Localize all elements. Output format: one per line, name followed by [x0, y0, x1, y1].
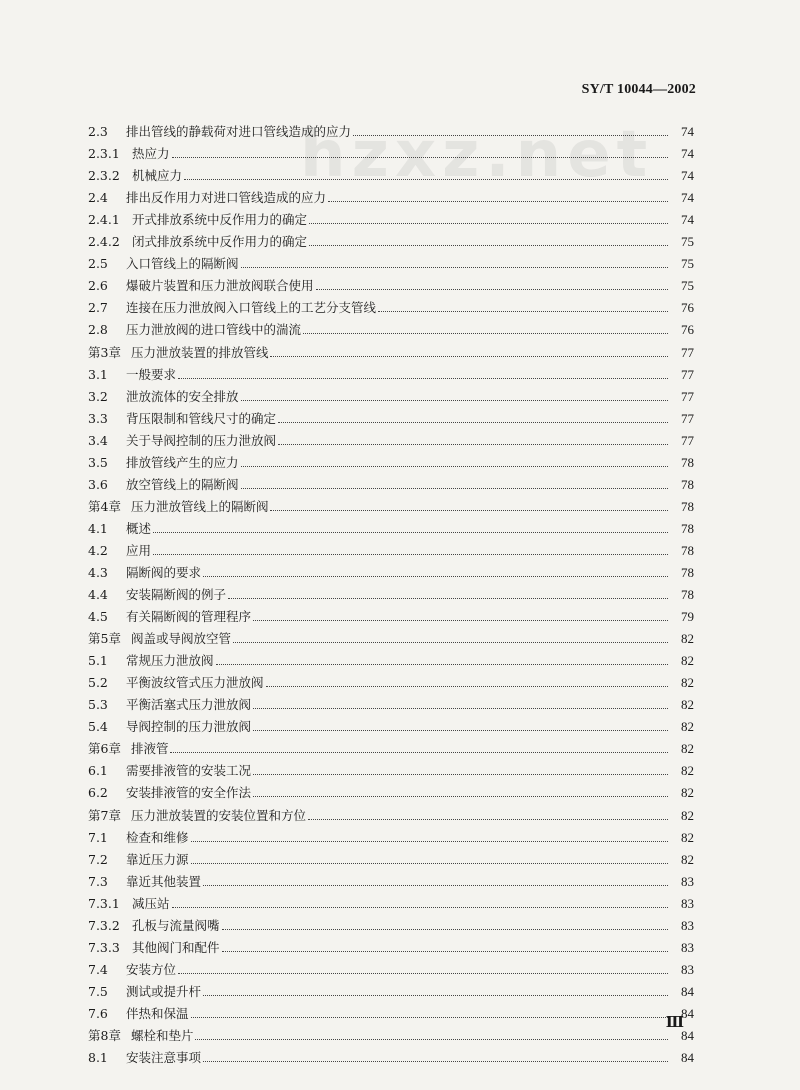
- toc-entry-title: 安装注意事项: [126, 1050, 202, 1066]
- toc-entry-row: [88, 1044, 694, 1066]
- toc-entry-page: 82: [681, 653, 694, 669]
- toc-entry-number: 3.4: [88, 432, 108, 448]
- toc-leader-dots: [309, 223, 668, 224]
- toc-leader-dots: [216, 664, 668, 665]
- toc-entry-row: [88, 978, 694, 1000]
- toc-leader-dots: [316, 289, 668, 290]
- toc-entry-number: 第5章: [88, 631, 121, 647]
- toc-entry-number: 7.3.2: [88, 917, 120, 933]
- toc-entry-title: 孔板与流量阀嘴: [132, 917, 220, 933]
- toc-entry-title: 压力泄放装置的排放管线: [130, 344, 269, 360]
- toc-entry-row: [88, 912, 694, 934]
- toc-entry-title: 需要排液管的安装工况: [126, 763, 252, 779]
- toc-leader-dots: [308, 819, 668, 820]
- toc-entry-title: 阀盖或导阀放空管: [130, 631, 231, 647]
- toc-entry-row: [88, 184, 694, 206]
- toc-entry-title: 螺栓和垫片: [130, 1027, 194, 1043]
- toc-entry-row: [88, 890, 694, 912]
- toc-entry-row: [88, 647, 694, 669]
- toc-entry-number: 3.2: [88, 388, 108, 404]
- toc-chapter-row: [88, 735, 694, 757]
- toc-entry-title: 安装隔断阀的例子: [126, 587, 227, 603]
- toc-entry-page: 74: [681, 212, 694, 228]
- toc-entry-page: 78: [681, 564, 694, 580]
- toc-entry-page: 77: [681, 366, 694, 382]
- toc-entry-row: [88, 206, 694, 228]
- toc-entry-number: 4.2: [88, 542, 108, 558]
- toc-entry-page: 79: [681, 609, 694, 625]
- toc-entry-title: 伴热和保温: [126, 1005, 189, 1021]
- toc-entry-number: 2.6: [88, 278, 108, 294]
- toc-leader-dots: [253, 708, 668, 709]
- page-number: Ⅲ: [665, 1015, 684, 1031]
- toc-entry-row: [88, 779, 694, 801]
- toc-entry-page: 78: [681, 476, 694, 492]
- toc-entry-number: 2.4: [88, 190, 108, 206]
- toc-entry-row: [88, 1000, 694, 1022]
- toc-entry-title: 减压站: [132, 895, 170, 911]
- toc-entry-row: [88, 272, 694, 294]
- toc-leader-dots: [303, 333, 668, 334]
- toc-entry-page: 75: [681, 256, 694, 272]
- toc-leader-dots: [270, 356, 668, 357]
- toc-leader-dots: [309, 245, 668, 246]
- toc-entry-number: 3.5: [88, 454, 108, 470]
- toc-entry-title: 排出反作用力对进口管线造成的应力: [126, 190, 327, 206]
- toc-leader-dots: [172, 157, 668, 158]
- toc-leader-dots: [270, 510, 668, 511]
- toc-leader-dots: [241, 488, 668, 489]
- toc-entry-number: 第7章: [88, 807, 121, 823]
- toc-leader-dots: [153, 532, 668, 533]
- toc-entry-number: 3.3: [88, 410, 108, 426]
- toc-entry-row: [88, 757, 694, 779]
- toc-chapter-row: [88, 625, 694, 647]
- toc-entry-page: 82: [681, 829, 694, 845]
- toc-entry-title: 排出管线的静载荷对进口管线造成的应力: [126, 124, 352, 140]
- toc-entry-number: 8.1: [88, 1050, 108, 1066]
- watermark-text: hzxz.net: [300, 118, 654, 192]
- toc-chapter-row: [88, 338, 694, 360]
- toc-entry-page: 77: [681, 344, 694, 360]
- toc-entry-number: 7.3.1: [88, 895, 120, 911]
- toc-leader-dots: [153, 554, 668, 555]
- toc-entry-number: 4.3: [88, 564, 108, 580]
- toc-entry-number: 第4章: [88, 498, 121, 514]
- toc-entry-row: [88, 515, 694, 537]
- toc-entry-page: 84: [681, 1005, 694, 1021]
- toc-entry-page: 77: [681, 388, 694, 404]
- toc-entry-page: 83: [681, 939, 694, 955]
- toc-leader-dots: [328, 201, 668, 202]
- toc-chapter-row: [88, 801, 694, 823]
- toc-entry-title: 开式排放系统中反作用力的确定: [132, 212, 308, 228]
- toc-leader-dots: [195, 1039, 668, 1040]
- toc-leader-dots: [191, 841, 668, 842]
- toc-leader-dots: [203, 995, 668, 996]
- toc-entry-title: 靠近压力源: [126, 851, 189, 867]
- toc-entry-title: 排液管: [130, 741, 169, 757]
- toc-entry-page: 83: [681, 873, 694, 889]
- toc-entry-title: 靠近其他装置: [126, 873, 202, 889]
- toc-entry-title: 放空管线上的隔断阀: [126, 476, 239, 492]
- toc-leader-dots: [253, 620, 668, 621]
- toc-entry-page: 83: [681, 961, 694, 977]
- toc-entry-row: [88, 316, 694, 338]
- toc-entry-number: 5.2: [88, 675, 108, 691]
- toc-entry-page: 82: [681, 851, 694, 867]
- toc-entry-page: 82: [681, 697, 694, 713]
- toc-entry-page: 82: [681, 807, 694, 823]
- toc-leader-dots: [228, 598, 668, 599]
- toc-entry-page: 77: [681, 432, 694, 448]
- toc-leader-dots: [266, 686, 668, 687]
- toc-entry-number: 5.4: [88, 719, 108, 735]
- toc-entry-page: 78: [681, 498, 694, 514]
- toc-entry-page: 74: [681, 168, 694, 184]
- toc-entry-page: 84: [681, 983, 694, 999]
- toc-entry-page: 75: [681, 278, 694, 294]
- toc-entry-title: 泄放流体的安全排放: [126, 388, 239, 404]
- toc-entry-number: 2.4.1: [88, 212, 120, 228]
- toc-entry-number: 第8章: [88, 1027, 121, 1043]
- toc-entry-number: 4.5: [88, 609, 108, 625]
- toc-entry-page: 82: [681, 719, 694, 735]
- toc-entry-row: [88, 294, 694, 316]
- toc-entry-row: [88, 713, 694, 735]
- toc-entry-number: 7.4: [88, 961, 108, 977]
- toc-entry-number: 第3章: [88, 344, 121, 360]
- toc-leader-dots: [241, 466, 668, 467]
- toc-entry-number: 7.2: [88, 851, 108, 867]
- toc-entry-title: 平衡活塞式压力泄放阀: [126, 697, 252, 713]
- toc-entry-row: [88, 471, 694, 493]
- toc-entry-page: 78: [681, 454, 694, 470]
- toc-entry-number: 4.1: [88, 520, 108, 536]
- toc-entry-number: 2.3.2: [88, 168, 120, 184]
- toc-leader-dots: [241, 400, 668, 401]
- toc-entry-title: 平衡波纹管式压力泄放阀: [126, 675, 264, 691]
- toc-leader-dots: [191, 1017, 668, 1018]
- toc-entry-row: [88, 669, 694, 691]
- toc-entry-title: 闭式排放系统中反作用力的确定: [132, 234, 308, 250]
- toc-entry-title: 连接在压力泄放阀入口管线上的工艺分支管线: [126, 300, 377, 316]
- toc-entry-page: 83: [681, 917, 694, 933]
- toc-entry-title: 测试或提升杆: [126, 983, 202, 999]
- toc-entry-number: 4.4: [88, 587, 108, 603]
- toc-entry-row: [88, 140, 694, 162]
- toc-entry-number: 2.8: [88, 322, 108, 338]
- toc-entry-page: 76: [681, 300, 694, 316]
- toc-leader-dots: [253, 796, 668, 797]
- toc-leader-dots: [253, 730, 668, 731]
- toc-entry-page: 82: [681, 675, 694, 691]
- toc-entry-page: 76: [681, 322, 694, 338]
- toc-entry-row: [88, 449, 694, 471]
- toc-entry-row: [88, 427, 694, 449]
- toc-entry-page: 82: [681, 741, 694, 757]
- toc-entry-row: [88, 405, 694, 427]
- toc-chapter-row: [88, 1022, 694, 1044]
- toc-entry-title: 背压限制和管线尺寸的确定: [126, 410, 277, 426]
- toc-entry-row: [88, 934, 694, 956]
- toc-entry-row: [88, 846, 694, 868]
- toc-entry-title: 隔断阀的要求: [126, 564, 202, 580]
- toc-entry-page: 84: [681, 1027, 694, 1043]
- toc-entry-number: 2.7: [88, 300, 108, 316]
- toc-entry-number: 7.5: [88, 983, 108, 999]
- toc-entry-page: 75: [681, 234, 694, 250]
- toc-entry-number: 2.3: [88, 124, 108, 140]
- toc-leader-dots: [278, 422, 668, 423]
- toc-entry-number: 3.6: [88, 476, 108, 492]
- toc-entry-title: 热应力: [132, 146, 170, 162]
- toc-entry-row: [88, 162, 694, 184]
- toc-entry-row: [88, 824, 694, 846]
- toc-entry-number: 7.6: [88, 1005, 108, 1021]
- toc-entry-row: [88, 956, 694, 978]
- toc-chapter-row: [88, 493, 694, 515]
- toc-entry-page: 77: [681, 410, 694, 426]
- toc-entry-title: 爆破片装置和压力泄放阀联合使用: [126, 278, 314, 294]
- toc-leader-dots: [253, 774, 668, 775]
- toc-entry-page: 78: [681, 542, 694, 558]
- toc-entry-title: 压力泄放装置的安装位置和方位: [130, 807, 306, 823]
- toc-leader-dots: [353, 135, 668, 136]
- standard-code: SY/T 10044—2002: [581, 82, 696, 97]
- toc-entry-page: 78: [681, 520, 694, 536]
- toc-entry-title: 常规压力泄放阀: [126, 653, 214, 669]
- toc-entry-title: 压力泄放阀的进口管线中的湍流: [126, 322, 302, 338]
- toc-entry-title: 压力泄放管线上的隔断阀: [130, 498, 269, 514]
- toc-entry-page: 74: [681, 124, 694, 140]
- toc-entry-page: 78: [681, 587, 694, 603]
- toc-entry-row: [88, 383, 694, 405]
- toc-entry-row: [88, 581, 694, 603]
- toc-entry-page: 82: [681, 763, 694, 779]
- toc-entry-title: 应用: [126, 542, 152, 558]
- toc-entry-title: 导阀控制的压力泄放阀: [126, 719, 252, 735]
- toc-entry-number: 7.3: [88, 873, 108, 889]
- toc-entry-row: [88, 691, 694, 713]
- toc-entry-number: 2.5: [88, 256, 108, 272]
- toc-entry-title: 概述: [126, 520, 152, 536]
- toc-entry-page: 83: [681, 895, 694, 911]
- toc-leader-dots: [178, 973, 668, 974]
- toc-entry-row: [88, 603, 694, 625]
- table-of-contents: [88, 118, 694, 1066]
- toc-entry-page: 74: [681, 190, 694, 206]
- toc-leader-dots: [278, 444, 668, 445]
- toc-entry-title: 排放管线产生的应力: [126, 454, 239, 470]
- toc-leader-dots: [172, 907, 668, 908]
- toc-entry-page: 74: [681, 146, 694, 162]
- toc-entry-title: 安装排液管的安全作法: [126, 785, 252, 801]
- toc-entry-title: 安装方位: [126, 961, 177, 977]
- toc-leader-dots: [191, 863, 668, 864]
- toc-entry-title: 机械应力: [132, 168, 183, 184]
- toc-entry-number: 6.2: [88, 785, 108, 801]
- toc-entry-number: 第6章: [88, 741, 121, 757]
- toc-entry-number: 7.1: [88, 829, 108, 845]
- toc-leader-dots: [233, 642, 668, 643]
- toc-entry-number: 5.1: [88, 653, 108, 669]
- toc-leader-dots: [222, 929, 668, 930]
- toc-entry-page: 82: [681, 785, 694, 801]
- toc-entry-title: 关于导阀控制的压力泄放阀: [126, 432, 277, 448]
- toc-leader-dots: [178, 378, 668, 379]
- toc-entry-title: 有关隔断阀的管理程序: [126, 609, 252, 625]
- toc-entry-row: [88, 250, 694, 272]
- toc-entry-row: [88, 559, 694, 581]
- toc-entry-number: 5.3: [88, 697, 108, 713]
- toc-entry-row: [88, 228, 694, 250]
- toc-entry-row: [88, 118, 694, 140]
- toc-entry-title: 检查和维修: [126, 829, 189, 845]
- toc-leader-dots: [222, 951, 668, 952]
- toc-entry-title: 入口管线上的隔断阀: [126, 256, 239, 272]
- toc-entry-title: 一般要求: [126, 366, 177, 382]
- toc-leader-dots: [170, 752, 668, 753]
- toc-entry-number: 2.4.2: [88, 234, 120, 250]
- toc-entry-number: 3.1: [88, 366, 108, 382]
- toc-entry-row: [88, 868, 694, 890]
- toc-leader-dots: [203, 1061, 668, 1062]
- toc-leader-dots: [184, 179, 668, 180]
- toc-leader-dots: [203, 885, 668, 886]
- toc-entry-page: 84: [681, 1050, 694, 1066]
- toc-entry-row: [88, 361, 694, 383]
- toc-leader-dots: [378, 311, 668, 312]
- toc-entry-page: 82: [681, 631, 694, 647]
- toc-entry-title: 其他阀门和配件: [132, 939, 220, 955]
- toc-entry-row: [88, 537, 694, 559]
- toc-entry-number: 2.3.1: [88, 146, 120, 162]
- toc-entry-number: 7.3.3: [88, 939, 120, 955]
- toc-leader-dots: [203, 576, 668, 577]
- toc-entry-number: 6.1: [88, 763, 108, 779]
- toc-leader-dots: [241, 267, 668, 268]
